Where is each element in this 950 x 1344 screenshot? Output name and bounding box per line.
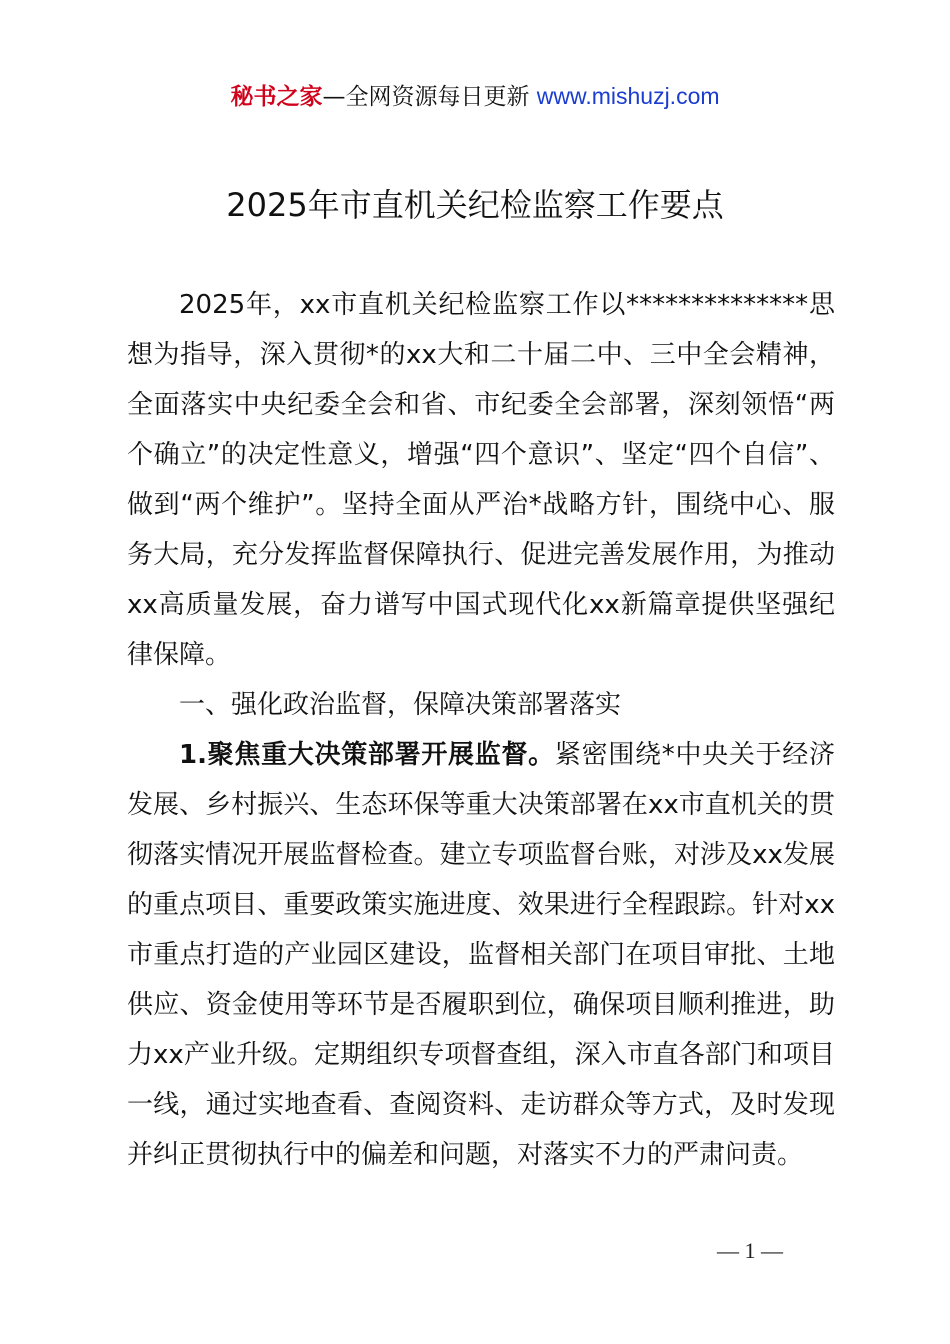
item-paragraph [127,730,835,1180]
site-banner [0,80,950,113]
page-number: — 1 — [717,1238,783,1263]
intro-paragraph: 2025年，xx市直机关纪检监察工作以**************思想为指导，深入贯彻*的xx大和二十届二中、三中全会精神，全面落实中央纪委全会和省、市纪委全会部署，深刻领悟“两个确立”的决定性意义，增强“四个意识”、坚定“四个自信”、做到“两个维护”。坚持全面从严治*战略方针，围绕中心、服务大局，充分发挥监督保障执行、促进完善发展作用，为推动xx高质量发展，奋力谱写中国式现代化xx新篇章提供坚强纪律保障。 [127,290,835,670]
site-url-link[interactable]: www.mishuzj.com [536,83,720,109]
document-body [127,280,835,1180]
site-slogan: —全网资源每日更新 [322,84,537,110]
site-brand: 秘书之家 [230,84,323,110]
item-body: 紧密围绕*中央关于经济发展、乡村振兴、生态环保等重大决策部署在xx市直机关的贯彻落实情况开展监督检查。建立专项监督台账，对涉及xx发展的重点项目、重要政策实施进度、效果进行全程跟踪。针对xx市重点打造的产业园区建设，监督相关部门在项目审批、土地供应、资金使用等环节是否履职到位，确保项目顺利推进，助力xx产业升级。定期组织专项督查组，深入市直各部门和项目一线，通过实地查看、查阅资料、走访群众等方式，及时发现并纠正贯彻执行中的偏差和问题，对落实不力的严肃问责。 [127,740,835,1170]
section-heading: 一、强化政治监督，保障决策部署落实 [179,690,622,720]
document-title: 2025年市直机关纪检监察工作要点 [226,186,724,224]
item-lead: 1.聚焦重大决策部署开展监督。 [179,740,555,770]
